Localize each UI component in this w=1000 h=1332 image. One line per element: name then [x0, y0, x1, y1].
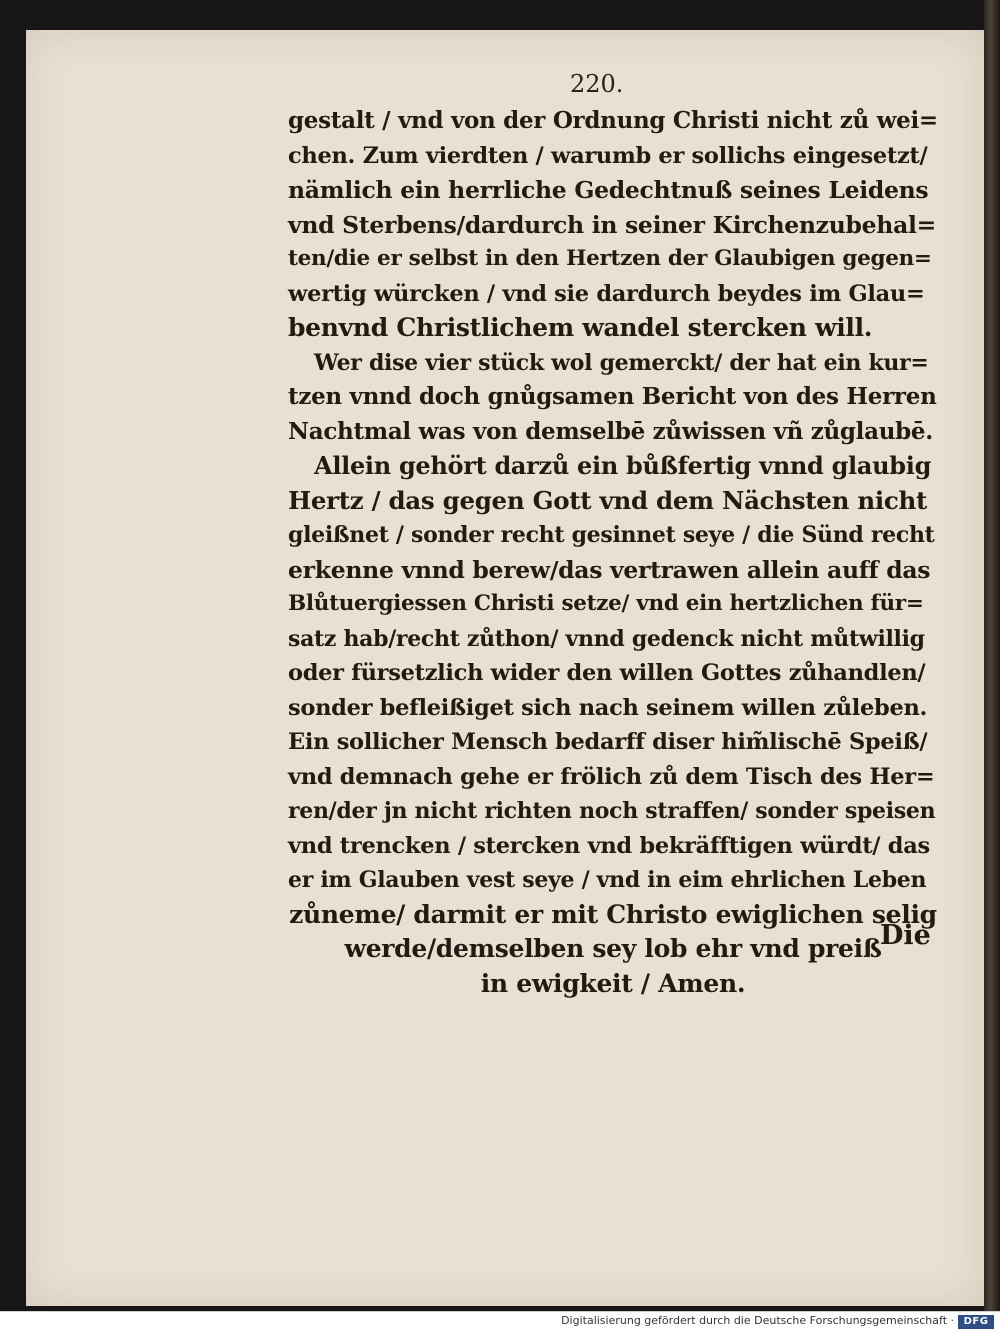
funding-credit: Digitalisierung gefördert durch die Deutsche Forschungsgemeinschaft ·: [561, 1314, 954, 1327]
page-number: 220.: [570, 70, 624, 98]
text-line: sonder befleißiget sich nach seinem willen zůleben.: [288, 694, 928, 721]
catchword-container: [880, 920, 931, 951]
text-line: er im Glauben vest seye / vnd in eim ehrlichen Leben: [288, 867, 927, 893]
paragraph-start-line: Wer dise vier stück wol gemerckt/ der hat ein kur=: [314, 349, 929, 376]
text-line: wertig würcken / vnd sie dardurch beydes im Glau=: [288, 280, 925, 307]
text-line: ten/die er selbst in den Hertzen der Glaubigen gegen=: [288, 246, 932, 271]
text-line: vnd demnach gehe er frölich zů dem Tisch des Her=: [288, 763, 935, 790]
dfg-logo[interactable]: DFG: [958, 1315, 994, 1329]
text-line: oder fürsetzlich wider den willen Gottes zůhandlen/: [288, 660, 926, 686]
text-line: satz hab/recht zůthon/ vnnd gedenck nicht můtwillig: [288, 625, 925, 652]
text-line: benvnd Christlichem wandel stercken will.: [288, 313, 873, 342]
text-line: Hertz / das gegen Gott vnd dem Nächsten nicht: [288, 485, 928, 515]
paragraph-start-line: Allein gehört darzů ein bůßfertig vnnd glaubig: [314, 451, 932, 480]
catchword: Die: [880, 920, 931, 951]
text-line: vnd Sterbens/dardurch in seiner Kirchenzubehal=: [288, 210, 937, 239]
text-block: [288, 104, 938, 1001]
text-line: nämlich ein herrliche Gedechtnuß seines Leidens: [288, 176, 929, 204]
text-line: gestalt / vnd von der Ordnung Christi nicht zů wei=: [288, 107, 938, 134]
text-line: chen. Zum vierdten / warumb er sollichs eingesetzt/: [288, 142, 928, 169]
text-line: Nachtmal was von demselbē zůwissen vñ zůglaubē.: [288, 417, 933, 445]
text-line: erkenne vnnd berew/das vertrawen allein auff das: [288, 555, 931, 584]
text-line: tzen vnnd doch gnůgsamen Bericht von des Herren: [288, 383, 937, 410]
text-line: Blůtuergiessen Christi setze/ vnd ein hertzlichen für=: [288, 591, 924, 616]
text-line: ren/der jn nicht richten noch straffen/ sonder speisen: [288, 798, 936, 824]
footer-bar: [0, 1311, 1000, 1332]
text-line: Ein sollicher Mensch bedarff diser him̃lischē Speiß/: [288, 729, 928, 755]
text-line: vnd trencken / stercken vnd bekräfftigen würdt/ das: [288, 832, 930, 859]
text-line: gleißnet / sonder recht gesinnet seye / die Sünd recht: [288, 522, 935, 548]
closing-line: in ewigkeit / Amen.: [480, 968, 746, 998]
closing-line: werde/demselben sey lob ehr vnd preiß: [344, 934, 882, 963]
book-edge: [984, 0, 1000, 1311]
closing-line: zůneme/ darmit er mit Christo ewiglichen selig: [289, 899, 937, 929]
